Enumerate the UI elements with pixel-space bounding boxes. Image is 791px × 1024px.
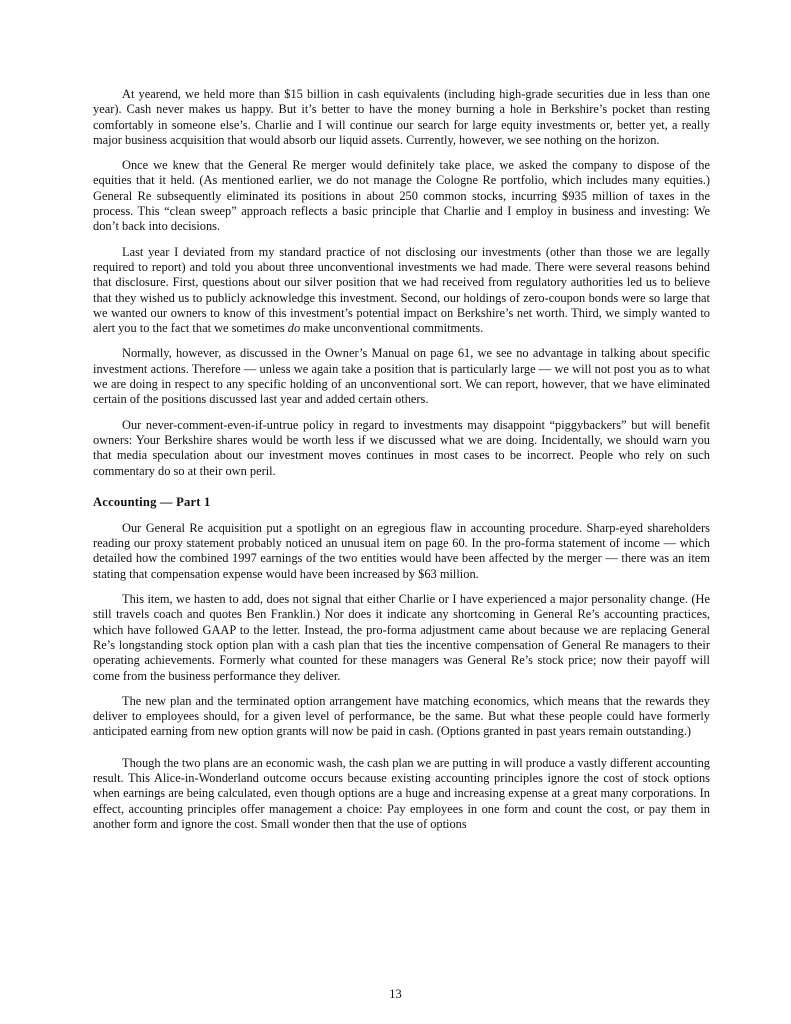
- section-heading-accounting: Accounting — Part 1: [93, 494, 211, 509]
- paragraph-text-end: make unconventional commitments.: [300, 321, 484, 336]
- page-number: 13: [389, 987, 402, 1001]
- paragraph-never-comment-policy: Our never-comment-even-if-untrue policy in regard to investments may disappoint “piggybackers” but will benefit owners: Your Berkshire shares would be worth less if we discussed what we are doing. Incidentally, we should warn you that media speculation about our investment moves continues in most cases to be incorrect. People who rely on such commentary do so at their own peril.: [93, 417, 710, 478]
- paragraph-economic-wash: Though the two plans are an economic wash, the cash plan we are putting in will produce a vastly different accounting result. This Alice-in-Wonderland outcome occurs because existing accounting principles ignore the cost of stock options when earnings are being calculated, even though options are a huge and increasing expense at a great many corporations. In effect, accounting principles offer management a choice: Pay employees in one form and count the cost, or pay them in another form and ignore the cost. Small wonder then that the use of options: [93, 755, 710, 831]
- emphasized-word: do: [287, 321, 301, 336]
- paragraph-owners-manual: Normally, however, as discussed in the Owner’s Manual on page 61, we see no advantage in talking about specific investment actions. Therefore — unless we again take a position that is particularly large — we will not post you as to what we are doing in respect to any specific holding of an unconventional sort. We can report, however, that we have eliminated certain of the positions discussed last year and added certain others.: [93, 346, 710, 407]
- paragraph-unconventional-investments: [93, 245, 710, 337]
- paragraph-general-re-equities: Once we knew that the General Re merger would definitely take place, we asked the company to dispose of the equities that it held. (As mentioned earlier, we do not manage the Cologne Re portfolio, which includes many equities.) General Re subsequently eliminated its positions in about 250 common stocks, incurring $935 million of taxes in the process. This “clean sweep” approach reflects a basic principle that Charlie and I employ in business and investing: We don’t back into decisions.: [93, 158, 710, 234]
- paragraph-personality-change: This item, we hasten to add, does not signal that either Charlie or I have experienced a major personality change. (He still travels coach and quotes Ben Franklin.) Nor does it indicate any shortcoming in General Re’s accounting practices, which have followed GAAP to the letter. Instead, the pro-forma adjustment came about because we are replacing General Re’s longstanding stock option plan with a cash plan that ties the incentive compensation of General Re managers to their operating achievements. Formerly what counted for these managers was General Re’s stock price; now their payoff will come from the business performance they deliver.: [93, 592, 710, 683]
- page-body: [93, 87, 710, 842]
- paragraph-general-re-acquisition: Our General Re acquisition put a spotlight on an egregious flaw in accounting procedure. Sharp-eyed shareholders reading our proxy statement probably noticed an unusual item on page 60. In the pro-forma statement of income — which detailed how the combined 1997 earnings of the two entities would have been affected by the merger — there was an item stating that compensation expense would have been increased by $63 million.: [93, 520, 710, 581]
- paragraph-text-start: Last year I deviated from my standard practice of not disclosing our investments (other than those we are legally required to report) and told you about three unconventional investments we had made. There were several reasons behind that disclosure. First, questions about our silver position that we had received from regulatory authorities led us to believe that they wished us to publicly acknowledge this investment. Second, our holdings of zero-coupon bonds were so large that we wanted our owners to know of this investment’s potential impact on Berkshire’s net worth. Third, we simply wanted to alert you to the fact that we sometimes: [93, 244, 710, 336]
- paragraph-cash-equivalents: At yearend, we held more than $15 billion in cash equivalents (including high-grade securities due in less than one year). Cash never makes us happy. But it’s better to have the money burning a hole in Berkshire’s pocket than resting comfortably in someone else’s. Charlie and I will continue our search for large equity investments or, better yet, a really major business acquisition that would absorb our liquid assets. Currently, however, we see nothing on the horizon.: [93, 87, 710, 147]
- paragraph-new-plan: The new plan and the terminated option arrangement have matching economics, which means that the rewards they deliver to employees should, for a given level of performance, be the same. But what these people could have formerly anticipated earning from new option grants will now be paid in cash. (Options granted in past years remain outstanding.): [93, 693, 710, 739]
